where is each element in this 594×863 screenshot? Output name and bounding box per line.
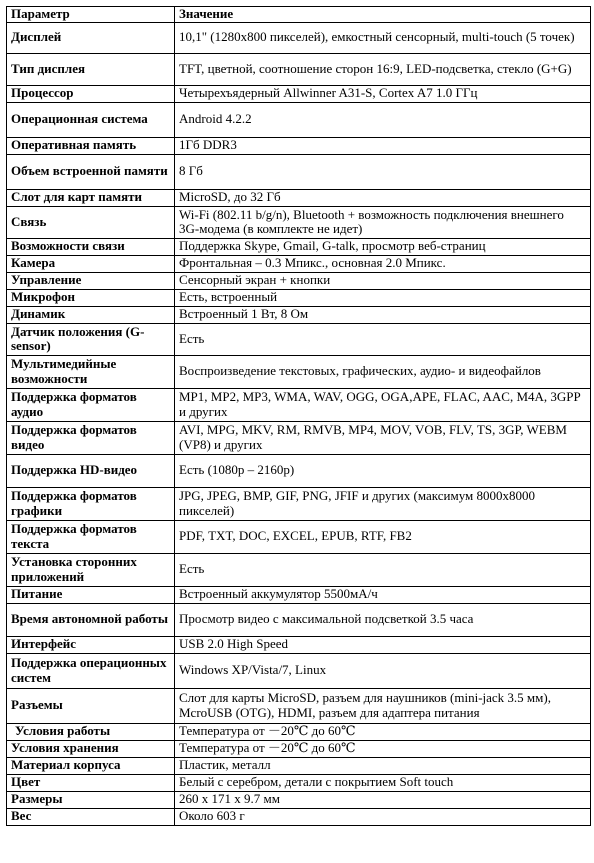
row-name: Время автономной работы (7, 603, 175, 636)
row-name: Слот для карт памяти (7, 189, 175, 206)
table-row (7, 723, 591, 740)
table-row (7, 206, 591, 238)
column-header-param: Параметр (7, 7, 175, 23)
table-row (7, 323, 591, 355)
table-row (7, 791, 591, 808)
row-name: Поддержка форматов видео (7, 421, 175, 454)
row-name: Операционная система (7, 102, 175, 137)
row-name: Вес (7, 808, 175, 825)
row-value: Поддержка Skype, Gmail, G-talk, просмотр веб-страниц (175, 238, 591, 255)
row-name: Дисплей (7, 22, 175, 53)
table-row (7, 238, 591, 255)
row-value: Температура от －20℃ до 60℃ (175, 740, 591, 757)
table-row (7, 520, 591, 553)
row-name: Датчик положения (G-sensor) (7, 323, 175, 355)
row-value: 260 x 171 x 9.7 мм (175, 791, 591, 808)
row-name: Интерфейс (7, 636, 175, 653)
table-row (7, 653, 591, 688)
row-value: 10,1" (1280x800 пикселей), емкостный сенсорный, multi-touch (5 точек) (175, 22, 591, 53)
row-value: AVI, MPG, MKV, RM, RMVB, MP4, MOV, VOB, FLV, TS, 3GP, WEBM (VP8) и других (175, 421, 591, 454)
table-row (7, 289, 591, 306)
table-row (7, 487, 591, 520)
table-row (7, 137, 591, 154)
row-name: Динамик (7, 306, 175, 323)
row-name: Поддержка форматов текста (7, 520, 175, 553)
table-row (7, 53, 591, 85)
row-value: Встроенный аккумулятор 5500мА/ч (175, 586, 591, 603)
table-row (7, 85, 591, 102)
row-name: Цвет (7, 774, 175, 791)
row-value: MP1, MP2, MP3, WMA, WAV, OGG, OGA,APE, FLAC, AAC, M4A, 3GPP и других (175, 388, 591, 421)
table-row (7, 688, 591, 723)
row-value: Слот для карты MicroSD, разъем для наушников (mini-jack 3.5 мм), McroUSB (OTG), HDMI, разъем для адаптера питания (175, 688, 591, 723)
row-name: Питание (7, 586, 175, 603)
row-name: Материал корпуса (7, 757, 175, 774)
table-row (7, 808, 591, 825)
row-name: Поддержка форматов графики (7, 487, 175, 520)
table-row (7, 586, 591, 603)
table-row (7, 740, 591, 757)
row-name: Микрофон (7, 289, 175, 306)
row-name: Поддержка операционных систем (7, 653, 175, 688)
row-value: Есть (175, 323, 591, 355)
row-value: Температура от －20℃ до 60℃ (175, 723, 591, 740)
row-name: Связь (7, 206, 175, 238)
row-name: Поддержка HD-видео (7, 454, 175, 487)
row-value: Фронтальная – 0.3 Мпикс., основная 2.0 Мпикс. (175, 255, 591, 272)
row-value: Есть, встроенный (175, 289, 591, 306)
table-row (7, 388, 591, 421)
row-value: JPG, JPEG, BMP, GIF, PNG, JFIF и других (максимум 8000x8000 пикселей) (175, 487, 591, 520)
row-value: Воспроизведение текстовых, графических, аудио- и видеофайлов (175, 355, 591, 388)
row-value: Встроенный 1 Вт, 8 Ом (175, 306, 591, 323)
row-value: 8 Гб (175, 154, 591, 189)
row-name: Тип дисплея (7, 53, 175, 85)
table-row (7, 189, 591, 206)
row-name: Процессор (7, 85, 175, 102)
row-value: Пластик, металл (175, 757, 591, 774)
table-row (7, 22, 591, 53)
row-value: Android 4.2.2 (175, 102, 591, 137)
row-value: Есть (1080p – 2160p) (175, 454, 591, 487)
row-name: Условия хранения (7, 740, 175, 757)
row-value: MicroSD, до 32 Гб (175, 189, 591, 206)
row-name: Установка сторонних приложений (7, 553, 175, 586)
row-value: Белый с серебром, детали с покрытием Soft touch (175, 774, 591, 791)
row-value: Wi-Fi (802.11 b/g/n), Bluetooth + возможность подключения внешнего 3G-модема (в комплекте не идет) (175, 206, 591, 238)
table-row (7, 255, 591, 272)
row-value: TFT, цветной, соотношение сторон 16:9, LED-подсветка, стекло (G+G) (175, 53, 591, 85)
row-value: USB 2.0 High Speed (175, 636, 591, 653)
row-name: Возможности связи (7, 238, 175, 255)
row-value: Около 603 г (175, 808, 591, 825)
row-value: 1Гб DDR3 (175, 137, 591, 154)
row-name: Размеры (7, 791, 175, 808)
row-value: Windows XP/Vista/7, Linux (175, 653, 591, 688)
row-value: Сенсорный экран + кнопки (175, 272, 591, 289)
spec-table (6, 6, 591, 826)
row-name: Объем встроенной памяти (7, 154, 175, 189)
table-row (7, 454, 591, 487)
row-name: Оперативная память (7, 137, 175, 154)
row-name: Камера (7, 255, 175, 272)
row-value: Есть (175, 553, 591, 586)
table-row (7, 272, 591, 289)
row-value: Просмотр видео с максимальной подсветкой 3.5 часа (175, 603, 591, 636)
row-name: Поддержка форматов аудио (7, 388, 175, 421)
table-row (7, 553, 591, 586)
table-row (7, 603, 591, 636)
row-name: Управление (7, 272, 175, 289)
row-name: Мультимедийные возможности (7, 355, 175, 388)
table-row (7, 355, 591, 388)
table-row (7, 421, 591, 454)
row-name: Разъемы (7, 688, 175, 723)
table-row (7, 102, 591, 137)
table-header-row (7, 7, 591, 23)
row-value: PDF, TXT, DOC, EXCEL, EPUB, RTF, FB2 (175, 520, 591, 553)
row-name: Условия работы (7, 723, 175, 740)
table-row (7, 306, 591, 323)
table-row (7, 636, 591, 653)
table-row (7, 154, 591, 189)
table-row (7, 757, 591, 774)
column-header-value: Значение (175, 7, 591, 23)
row-value: Четырехъядерный Allwinner A31-S, Cortex A7 1.0 ГГц (175, 85, 591, 102)
table-row (7, 774, 591, 791)
